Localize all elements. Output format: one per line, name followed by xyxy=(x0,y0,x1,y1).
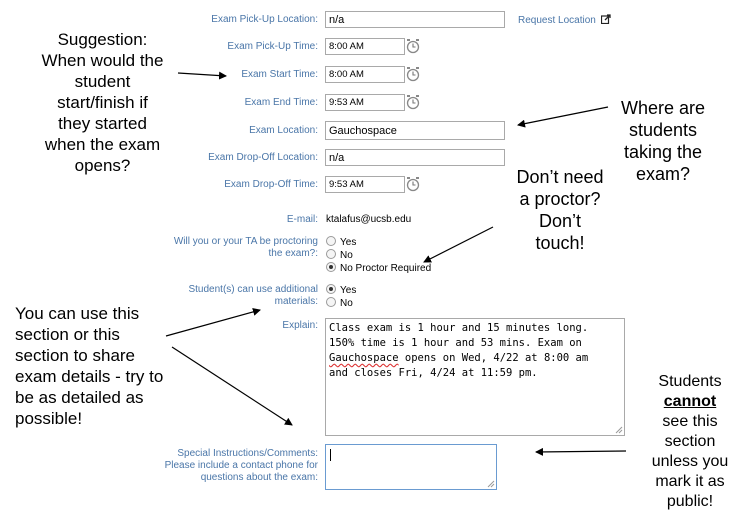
dropoff-time-label: Exam Drop-Off Time: xyxy=(224,179,318,190)
materials-no-label: No xyxy=(340,298,353,309)
pickup-time-label: Exam Pick-Up Time: xyxy=(227,41,318,52)
materials-label-line1: Student(s) can use additional xyxy=(188,284,318,295)
explain-line-1: Class exam is 1 hour and 15 minutes long. xyxy=(329,322,589,334)
pickup-location-label: Exam Pick-Up Location: xyxy=(211,14,318,25)
arrow-to-special xyxy=(172,347,292,425)
materials-yes-label: Yes xyxy=(340,285,357,296)
special-label-line3: questions about the exam: xyxy=(200,472,318,483)
proctor-yes-label: Yes xyxy=(340,237,357,248)
arrow-to-exam-location xyxy=(518,107,608,125)
proctor-no-label: No xyxy=(340,250,353,261)
proctor-label-line1: Will you or your TA be proctoring xyxy=(173,236,318,247)
proctor-none-label: No Proctor Required xyxy=(340,263,432,274)
explain-line-2: 150% time is 1 hour and 53 mins. Exam on xyxy=(329,337,582,349)
dropoff-location-label: Exam Drop-Off Location: xyxy=(208,152,318,163)
annotation-where: Where are students taking the exam? xyxy=(620,98,706,184)
end-time-label: Exam End Time: xyxy=(244,97,318,108)
arrow-to-proctor-radio xyxy=(424,227,493,262)
arrow-students-section xyxy=(536,451,626,452)
request-location-label: Request Location xyxy=(518,15,596,26)
proctor-label-line2: the exam?: xyxy=(268,248,318,259)
special-label-line2: Please include a contact phone for xyxy=(164,460,318,471)
annotation-students: Students cannot see this section unless you mark it as public! xyxy=(651,373,729,510)
annotation-proctor: Don’t need a proctor? Don’t touch! xyxy=(516,167,604,253)
annotation-section: You can use this section or this section to share exam details - try to be as detailed as possible! xyxy=(15,304,164,428)
explain-line-3-rest: opens on Wed, 4/22 at 8:00 am xyxy=(398,352,589,364)
spellcheck-word: Gauchospace xyxy=(329,352,399,364)
arrow-to-explain xyxy=(166,310,260,336)
explain-label: Explain: xyxy=(282,320,318,331)
start-time-label: Exam Start Time: xyxy=(241,69,318,80)
annotation-suggestion: Suggestion: When would the student start/finish if they started when the exam opens? xyxy=(41,30,164,175)
special-label-line1: Special Instructions/Comments: xyxy=(177,448,318,459)
arrow-to-start-time xyxy=(178,73,226,76)
email-label: E-mail: xyxy=(286,214,318,225)
materials-label-line2: materials: xyxy=(274,296,318,307)
email-value: ktalafus@ucsb.edu xyxy=(326,214,412,225)
explain-line-4: and closes Fri, 4/24 at 11:59 pm. xyxy=(329,367,538,379)
exam-location-label: Exam Location: xyxy=(249,125,318,136)
